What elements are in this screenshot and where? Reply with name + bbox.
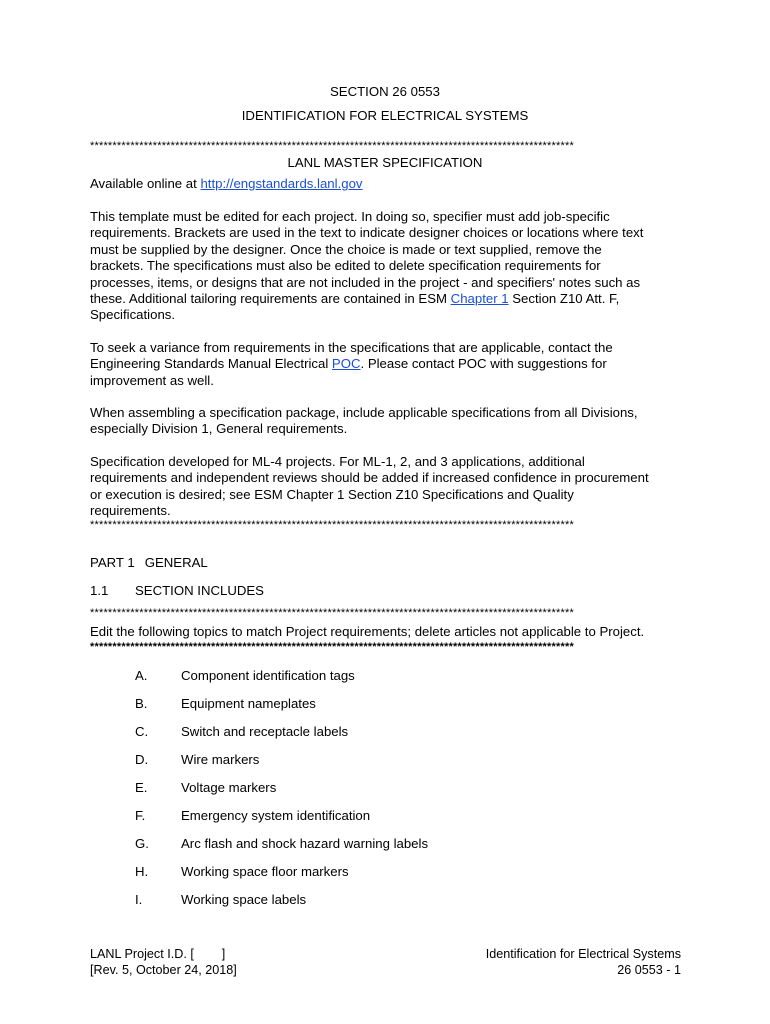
para4-line: requirements and independent reviews should be added if increased confidence in procurement [90,470,649,486]
para1-line: must be supplied by the designer. Once the choice is made or text supplied, remove the [90,241,602,257]
list-item [135,668,355,683]
chapter1-link[interactable]: Chapter 1 [450,291,509,307]
list-item [135,780,276,795]
edit-note-separator-bottom: ************************************************************************************************************ [90,641,574,653]
online-prefix: Available online at [90,176,201,191]
footer-page-number: 26 0553 - 1 [617,962,681,977]
list-item [135,696,316,711]
para2-line-with-link [90,356,690,372]
footer-left [90,947,237,978]
list-letter: I. [135,892,143,907]
list-text: Working space labels [181,892,307,907]
list-text: Working space floor markers [181,864,349,879]
list-letter: H. [135,864,149,879]
list-item [135,892,306,907]
note-separator-bottom: ************************************************************************************************************ [90,519,574,531]
footer-revision: [Rev. 5, October 24, 2018] [90,962,237,977]
section-number: SECTION 26 0553 [330,84,440,99]
article-number: 1.1 [90,583,109,598]
list-text: Voltage markers [181,780,277,795]
para2-prefix: Engineering Standards Manual Electrical [90,356,332,372]
footer-right [486,947,681,978]
list-letter: C. [135,724,149,739]
article-title: SECTION INCLUDES [135,583,264,598]
section-title: IDENTIFICATION FOR ELECTRICAL SYSTEMS [241,108,529,123]
note-paragraph-variance [90,340,690,389]
poc-link[interactable]: POC [331,356,361,372]
footer-doc-title: Identification for Electrical Systems [485,947,681,961]
para4-line: requirements. [90,503,171,519]
list-item [135,724,348,739]
list-item [135,752,259,767]
online-availability [90,176,363,191]
list-text: Emergency system identification [181,808,371,823]
article-heading [90,583,264,598]
list-letter: F. [135,808,146,823]
note-paragraph-assembling [90,405,690,438]
para1-line: Specifications. [90,307,176,323]
edit-note-separator-top: ************************************************************************************************************ [90,607,574,619]
footer-project-id: LANL Project I.D. [ ] [90,947,226,961]
list-text: Switch and receptacle labels [181,724,349,739]
para1-line-with-link [90,291,690,307]
list-text: Component identification tags [181,668,355,683]
list-letter: E. [135,780,148,795]
para3-line: When assembling a specification package, include applicable specifications from all Divisions, [90,405,638,420]
list-letter: A. [135,668,148,683]
edit-note: Edit the following topics to match Project requirements; delete articles not applicable to Project. [90,624,645,639]
note-paragraph-template [90,209,690,324]
para1-line: brackets. The specifications must also be edited to delete specification requirements for [90,258,601,274]
para2-line: improvement as well. [90,372,214,388]
note-paragraph-ml [90,454,690,520]
engstandards-link[interactable]: http://engstandards.lanl.gov [200,176,363,191]
para2-line: To seek a variance from requirements in the specifications that are applicable, contact the [90,340,613,355]
list-item [135,864,349,879]
para2-suffix: . Please contact POC with suggestions for [360,356,607,372]
note-heading: LANL MASTER SPECIFICATION [287,155,483,170]
part-title: GENERAL [144,555,208,570]
list-text: Equipment nameplates [181,696,316,711]
list-item [135,836,428,851]
list-letter: B. [135,696,148,711]
para3-line: especially Division 1, General requirements. [90,421,348,437]
para1-line: processes, items, or designs that are not included in the project - and specifiers' notes such as [90,274,641,290]
note-separator-top: ************************************************************************************************************ [90,140,574,152]
part-label: PART 1 [90,555,135,570]
para4-line: Specification developed for ML-4 projects. For ML-1, 2, and 3 applications, additional [90,454,585,469]
list-item [135,808,370,823]
para4-line: or execution is desired; see ESM Chapter 1 Section Z10 Specifications and Quality [90,486,574,502]
para1-last-suffix: Section Z10 Att. F, [508,291,620,307]
list-text: Wire markers [181,752,260,767]
para1-last-prefix: these. Additional tailoring requirements are contained in ESM [90,291,451,307]
para1-line: requirements. Brackets are used in the text to indicate designer choices or locations where text [90,225,644,241]
list-text: Arc flash and shock hazard warning labels [181,836,429,851]
para1-line: This template must be edited for each project. In doing so, specifier must add job-specific [90,209,610,224]
part-heading [90,555,208,570]
list-letter: G. [135,836,149,851]
list-letter: D. [135,752,149,767]
